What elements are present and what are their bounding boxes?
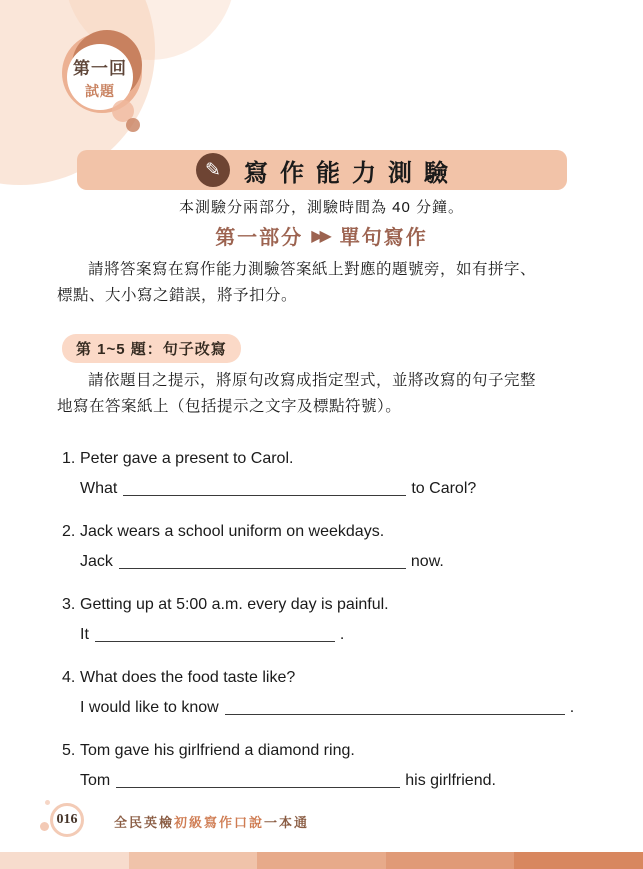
round-label: 第一回 bbox=[73, 58, 127, 78]
answer-suffix: now. bbox=[410, 553, 444, 570]
question-prompt-text: Tom gave his girlfriend a diamond ring. bbox=[80, 742, 355, 759]
answer-suffix: . bbox=[569, 699, 575, 716]
general-instructions bbox=[57, 257, 591, 309]
question-prompt bbox=[62, 736, 596, 766]
book-title bbox=[114, 812, 309, 831]
question-group-label: 第 1~5 題：句子改寫 bbox=[62, 334, 241, 363]
footer-dot-tiny bbox=[45, 800, 50, 805]
question-prompt-text: Getting up at 5:00 a.m. every day is painful. bbox=[80, 596, 389, 613]
section-part-title: 單句寫作 bbox=[339, 227, 428, 249]
test-duration-note: 本測驗分兩部分，測驗時間為 40 分鐘。 bbox=[178, 199, 465, 216]
question-answer-line bbox=[62, 547, 596, 577]
strip-segment bbox=[129, 852, 258, 869]
test-title-banner bbox=[77, 150, 567, 190]
footer-dot-small bbox=[40, 822, 49, 831]
answer-blank bbox=[119, 552, 406, 569]
group-instructions bbox=[57, 368, 591, 420]
answer-blank bbox=[95, 625, 335, 642]
question-answer-line bbox=[62, 474, 596, 504]
question-prompt bbox=[62, 444, 596, 474]
answer-prefix: I would like to know bbox=[80, 699, 219, 716]
question-item bbox=[62, 663, 596, 723]
answer-prefix: What bbox=[80, 480, 118, 497]
answer-suffix: his girlfriend. bbox=[405, 772, 496, 789]
question-list bbox=[62, 444, 596, 809]
answer-blank bbox=[225, 698, 565, 715]
instruction-line: 請將答案寫在寫作能力測驗答案紙上對應的題號旁，如有拼字、 bbox=[88, 261, 537, 278]
question-item bbox=[62, 590, 596, 650]
answer-suffix: to Carol? bbox=[411, 480, 477, 497]
question-prompt bbox=[62, 517, 596, 547]
strip-segment bbox=[257, 852, 386, 869]
test-title: 寫作能力測驗 bbox=[244, 159, 460, 187]
question-number: 1. bbox=[62, 450, 76, 467]
question-answer-line bbox=[62, 766, 596, 796]
instruction-line: 地寫在答案紙上（包括提示之文字及標點符號）。 bbox=[57, 398, 402, 415]
book-title-part2: 一本通 bbox=[264, 815, 310, 830]
book-title-highlight: 初級寫作口說 bbox=[174, 815, 265, 830]
badge-tail-dot-small bbox=[126, 118, 140, 132]
question-prompt-text: Jack wears a school uniform on weekdays. bbox=[80, 523, 385, 540]
double-arrow-icon: ▶▶ bbox=[311, 227, 328, 245]
answer-prefix: Tom bbox=[80, 772, 111, 789]
question-answer-line bbox=[62, 620, 596, 650]
question-number: 4. bbox=[62, 669, 76, 686]
footer-color-strip bbox=[0, 852, 643, 869]
question-item bbox=[62, 444, 596, 504]
question-prompt-text: What does the food taste like? bbox=[80, 669, 296, 686]
question-prompt bbox=[62, 663, 596, 693]
strip-segment bbox=[514, 852, 643, 869]
question-number: 2. bbox=[62, 523, 76, 540]
round-number-badge bbox=[62, 33, 142, 113]
answer-prefix: It bbox=[80, 626, 89, 643]
question-answer-line bbox=[62, 693, 596, 723]
answer-suffix: . bbox=[339, 626, 345, 643]
strip-segment bbox=[0, 852, 129, 869]
question-number: 3. bbox=[62, 596, 76, 613]
answer-blank bbox=[116, 771, 400, 788]
answer-blank bbox=[123, 479, 406, 496]
question-item bbox=[62, 517, 596, 577]
answer-prefix: Jack bbox=[80, 553, 113, 570]
test-paper-label: 試題 bbox=[85, 82, 115, 99]
question-number: 5. bbox=[62, 742, 76, 759]
section-heading bbox=[0, 221, 643, 250]
pencil-icon: ✎ bbox=[196, 153, 230, 187]
page-number-badge bbox=[50, 803, 84, 837]
question-item bbox=[62, 736, 596, 796]
question-prompt bbox=[62, 590, 596, 620]
book-title-part1: 全民英檢 bbox=[114, 815, 175, 830]
section-part-label: 第一部分 bbox=[215, 227, 304, 249]
page-number: 016 bbox=[56, 812, 78, 827]
instruction-line: 標點、大小寫之錯誤，將予扣分。 bbox=[57, 287, 298, 304]
question-prompt-text: Peter gave a present to Carol. bbox=[80, 450, 294, 467]
instruction-line: 請依題目之提示，將原句改寫成指定型式，並將改寫的句子完整 bbox=[88, 372, 537, 389]
strip-segment bbox=[386, 852, 515, 869]
